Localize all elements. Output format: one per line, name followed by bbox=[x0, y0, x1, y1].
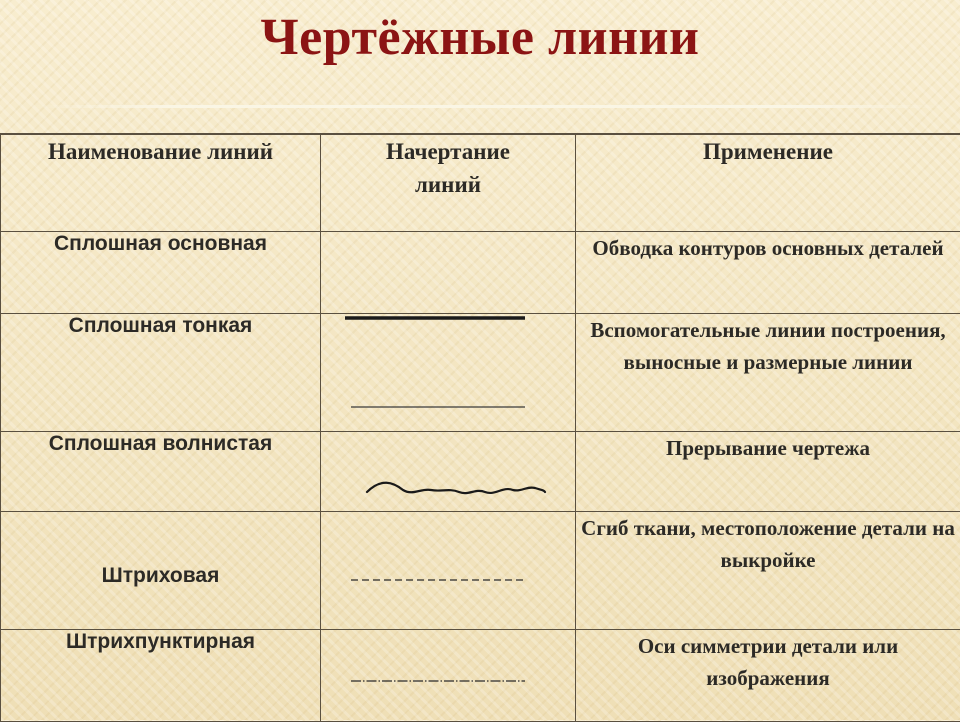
line-name: Сплошная волнистая bbox=[1, 431, 321, 511]
wavy-line-svg bbox=[321, 432, 576, 512]
line-sample-cell bbox=[321, 431, 576, 511]
table-row bbox=[1, 431, 960, 511]
dashed-line-svg bbox=[321, 512, 576, 630]
drawing-lines-table bbox=[0, 133, 960, 722]
line-usage: Прерывание чертежа bbox=[576, 431, 960, 511]
line-usage: Вспомогательные линии построения, выносные и размерные линии bbox=[576, 313, 960, 431]
header-name: Наименование линий bbox=[1, 134, 321, 231]
dash-dot-line-svg bbox=[321, 630, 576, 722]
line-usage: Сгиб ткани, местоположение детали на выкройке bbox=[576, 511, 960, 629]
table-row bbox=[1, 511, 960, 629]
table-row bbox=[1, 313, 960, 431]
header-usage: Применение bbox=[576, 134, 960, 231]
line-sample-cell bbox=[321, 231, 576, 313]
wavy-line bbox=[367, 482, 545, 492]
line-usage: Обводка контуров основных деталей bbox=[576, 231, 960, 313]
line-name: Сплошная основная bbox=[1, 231, 321, 313]
line-sample-cell bbox=[321, 313, 576, 431]
table-row bbox=[1, 629, 960, 721]
line-name: Сплошная тонкая bbox=[1, 313, 321, 431]
line-sample-cell bbox=[321, 629, 576, 721]
header-drawing: Начертание линий bbox=[321, 134, 576, 231]
line-sample-cell bbox=[321, 511, 576, 629]
page-title: Чертёжные линии bbox=[0, 8, 960, 67]
table-row bbox=[1, 231, 960, 313]
line-name: Штриховая bbox=[1, 511, 321, 629]
line-samples-svg bbox=[321, 314, 576, 432]
line-usage: Оси симметрии детали или изображения bbox=[576, 629, 960, 721]
header-row bbox=[1, 134, 960, 231]
line-name: Штрихпунктирная bbox=[1, 629, 321, 721]
title-divider bbox=[30, 105, 950, 108]
